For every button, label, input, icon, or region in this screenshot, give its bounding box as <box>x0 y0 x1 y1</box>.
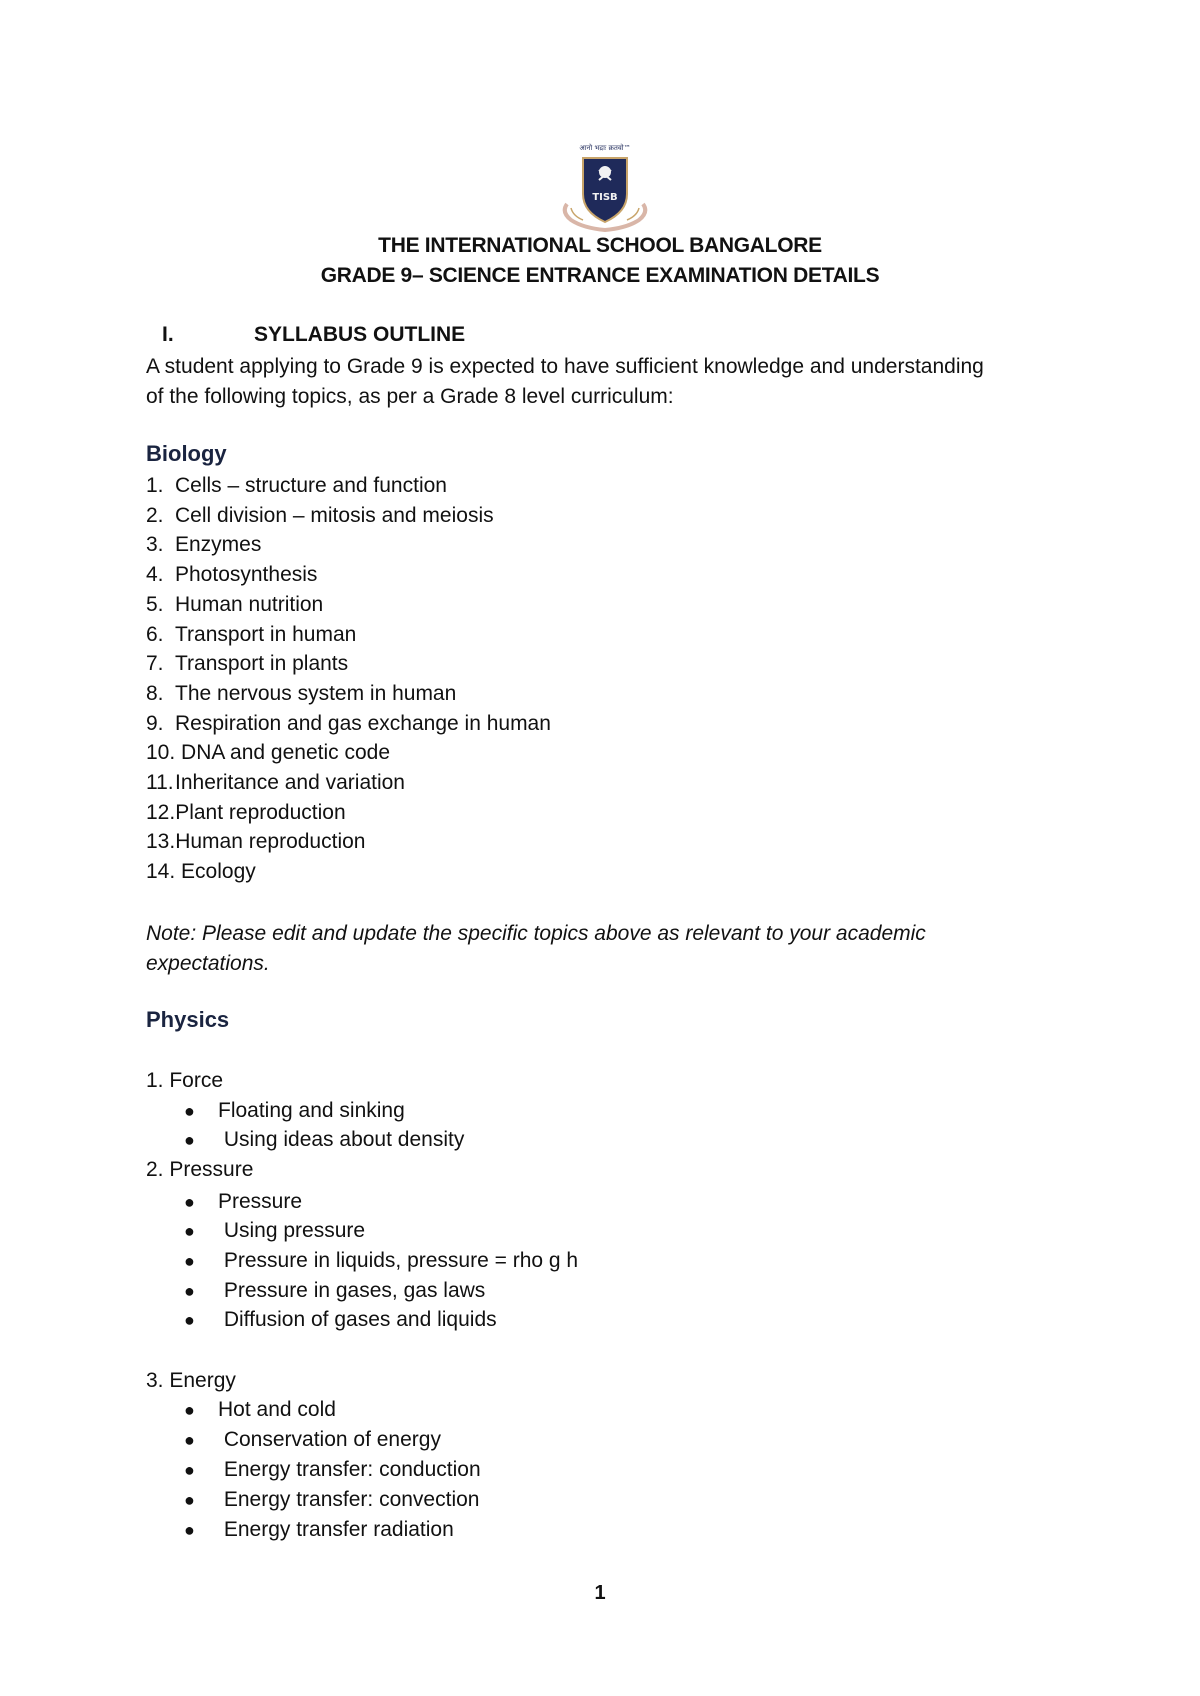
topic-number: 1. <box>146 474 164 497</box>
topic-text: The nervous system in human <box>175 681 457 705</box>
biology-topic-item <box>146 533 261 557</box>
section-title: SYLLABUS OUTLINE <box>254 323 466 346</box>
bullet-item <box>184 1279 485 1303</box>
biology-topic-item <box>146 623 356 647</box>
topic-text: Cell division – mitosis and meiosis <box>175 503 494 527</box>
topic-number: 11. <box>146 771 174 794</box>
biology-topic-item <box>146 830 365 854</box>
biology-topic-item <box>146 801 346 825</box>
bullet-text: Energy transfer radiation <box>218 1518 454 1541</box>
bullet-item <box>184 1488 479 1512</box>
topic-text: Human nutrition <box>175 592 324 616</box>
physics-topic-energy: 3. Energy <box>146 1369 236 1392</box>
topic-text: Ecology <box>175 860 256 884</box>
section-numeral: I. <box>162 323 174 346</box>
bullet-item <box>184 1128 464 1152</box>
bullet-item <box>184 1458 481 1482</box>
topic-number: 4. <box>146 563 164 587</box>
bullet-text: Using ideas about density <box>218 1128 465 1151</box>
biology-topic-item <box>146 741 390 765</box>
bullet-text: Diffusion of gases and liquids <box>218 1308 497 1331</box>
bullet-item <box>184 1428 441 1452</box>
topic-text: Cells – structure and function <box>175 474 447 497</box>
bullet-icon: ● <box>184 1130 195 1150</box>
biology-topic-item <box>146 563 317 587</box>
bullet-icon: ● <box>184 1400 195 1420</box>
biology-topic-item <box>146 593 323 617</box>
biology-topic-item <box>146 860 256 884</box>
bullet-icon: ● <box>184 1221 195 1241</box>
physics-heading: Physics <box>146 1007 230 1032</box>
topic-number: 9. <box>146 711 164 735</box>
topic-number: 12. <box>146 800 176 824</box>
topic-text: Enzymes <box>175 533 262 557</box>
topic-text: Transport in plants <box>175 652 349 676</box>
topic-number: 5. <box>146 592 164 616</box>
topic-number: 10. <box>146 741 176 765</box>
topic-number: 7. <box>146 652 164 676</box>
biology-topic-item <box>146 712 551 736</box>
note-line-1: Note: Please edit and update the specific topics above as relevant to your academic <box>146 922 926 945</box>
biology-topic-item <box>146 504 494 528</box>
topic-text: Human reproduction <box>175 830 366 854</box>
bullet-icon: ● <box>184 1490 195 1510</box>
bullet-text: Floating and sinking <box>218 1099 405 1122</box>
school-logo <box>553 142 657 234</box>
bullet-icon: ● <box>184 1281 195 1301</box>
topic-text: Transport in human <box>175 622 357 646</box>
topic-text: Inheritance and variation <box>175 771 405 794</box>
bullet-icon: ● <box>184 1192 195 1212</box>
bullet-text: Hot and cold <box>218 1398 336 1421</box>
bullet-text: Pressure in gases, gas laws <box>218 1279 486 1302</box>
bullet-icon: ● <box>184 1251 195 1271</box>
bullet-icon: ● <box>184 1460 195 1480</box>
topic-text: Plant reproduction <box>175 800 346 824</box>
topic-number: 6. <box>146 622 164 646</box>
bullet-icon: ● <box>184 1520 195 1540</box>
school-name: THE INTERNATIONAL SCHOOL BANGALORE <box>378 234 822 257</box>
bullet-item <box>184 1190 302 1214</box>
topic-text: DNA and genetic code <box>175 741 391 765</box>
bullet-item <box>184 1398 336 1422</box>
school-crest-icon <box>553 142 657 234</box>
biology-topic-item <box>146 474 447 498</box>
bullet-item <box>184 1518 454 1542</box>
topic-number: 8. <box>146 681 164 705</box>
bullet-text: Conservation of energy <box>218 1428 441 1451</box>
topic-number: 14. <box>146 860 176 884</box>
bullet-icon: ● <box>184 1101 195 1121</box>
logo-initials: TISB <box>592 192 618 203</box>
bullet-item <box>184 1099 405 1123</box>
exam-title: GRADE 9– SCIENCE ENTRANCE EXAMINATION DETAILS <box>320 264 880 287</box>
bullet-text: Pressure in liquids, pressure = rho g h <box>218 1249 579 1272</box>
bullet-item <box>184 1249 578 1273</box>
intro-line-1: A student applying to Grade 9 is expected to have sufficient knowledge and understanding <box>146 355 984 378</box>
topic-text: Photosynthesis <box>175 563 318 587</box>
topic-number: 2. <box>146 503 164 527</box>
topic-number: 13. <box>146 830 176 854</box>
intro-line-2: of the following topics, as per a Grade 8 level curriculum: <box>146 385 674 408</box>
note-line-2: expectations. <box>146 952 270 975</box>
biology-heading: Biology <box>146 441 227 466</box>
biology-topic-item <box>146 682 456 706</box>
page-number: 1 <box>594 1582 606 1604</box>
biology-topic-item <box>146 652 348 676</box>
bullet-item <box>184 1219 365 1243</box>
topic-text: Respiration and gas exchange in human <box>175 711 551 735</box>
bullet-item <box>184 1308 497 1332</box>
topic-number: 3. <box>146 533 164 557</box>
bullet-text: Using pressure <box>218 1219 366 1242</box>
bullet-icon: ● <box>184 1310 195 1330</box>
bullet-text: Energy transfer: conduction <box>218 1458 481 1481</box>
physics-topic-pressure: 2. Pressure <box>146 1158 254 1181</box>
bullet-text: Energy transfer: convection <box>218 1488 480 1511</box>
logo-motto: आनो भद्राः क्रतवो™ <box>579 144 631 152</box>
bullet-text: Pressure <box>218 1190 303 1213</box>
bullet-icon: ● <box>184 1430 195 1450</box>
biology-topic-item <box>146 771 405 795</box>
physics-topic-force: 1. Force <box>146 1069 224 1092</box>
